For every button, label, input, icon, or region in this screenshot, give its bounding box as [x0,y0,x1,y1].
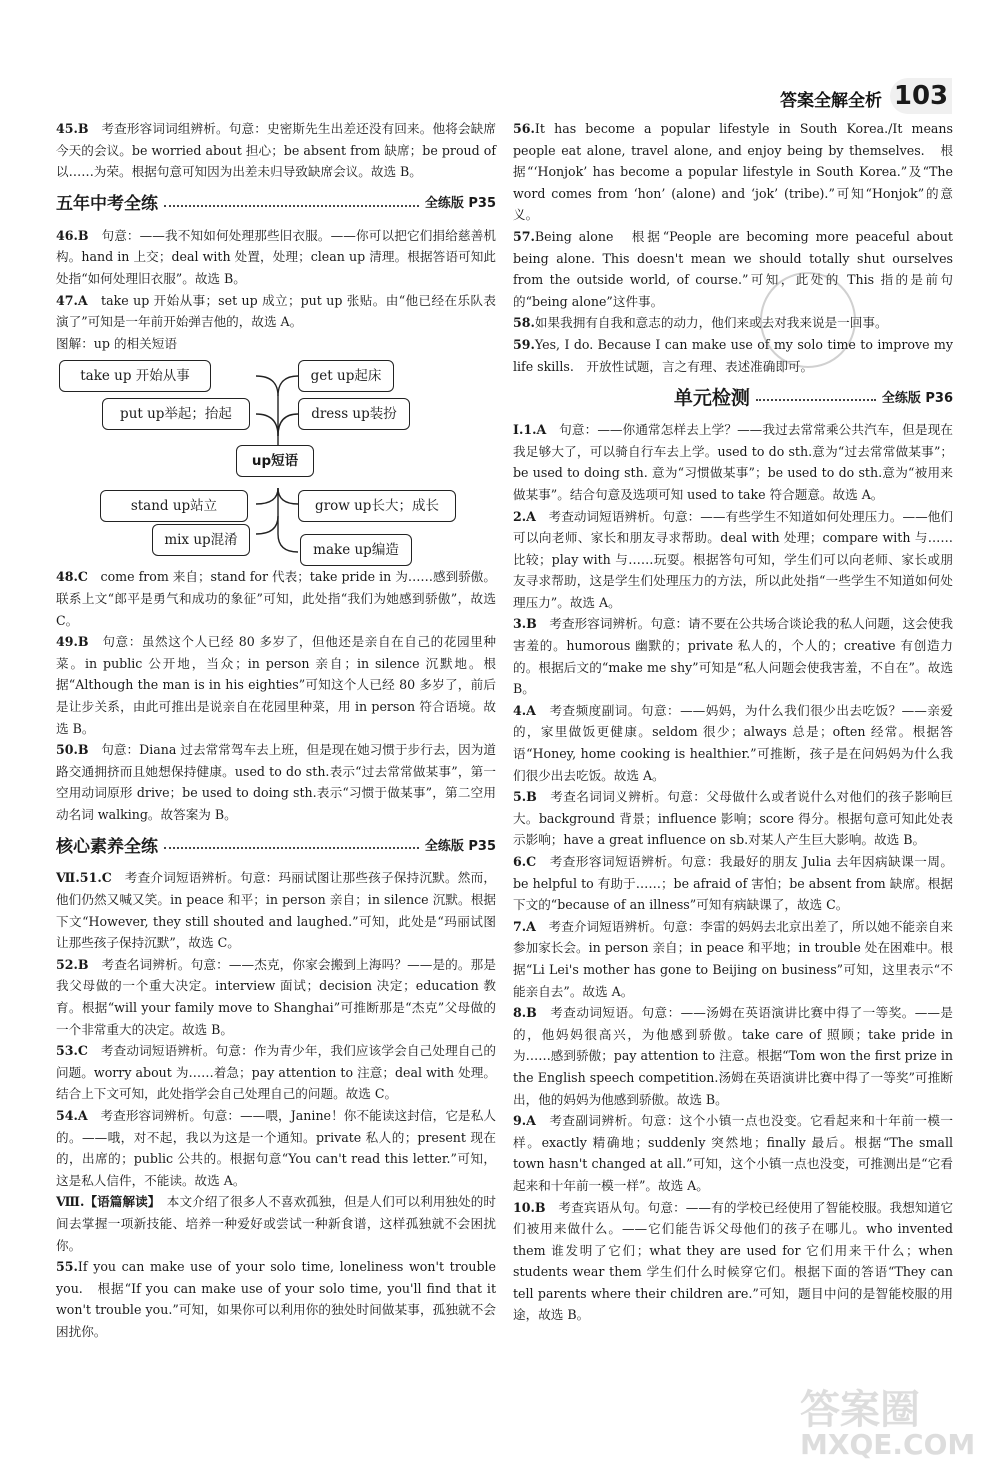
answer-r6: 6.C 考查形容词短语辨析。句意：我最好的朋友 Julia 去年因病缺课一周。be helpful to 有助于……；be afraid of 害怕；be absent from 缺席。根据下文的“because of an illness”可知有病缺课了，故选 C。 [513,854,953,913]
stand-up-box: stand up站立 [100,490,248,522]
diagram-caption: 图解：up 的相关短语 [56,335,177,351]
put-up-box: put up举起；抬起 [102,398,250,430]
dotted-leader [756,399,876,401]
page-header [560,78,952,114]
section-tag: 全练版 P35 [424,838,496,854]
section-title: 五年中考全练 [56,194,158,215]
answer-59: 59.Yes, I do. Because I can make use of my solo time to improve my life skills. 开放性试题，言之有理、表述准确即可。 [513,336,953,374]
answer-46: 46.B 句意：——我不知如何处理那些旧衣服。——你可以把它们捐给慈善机构。hand in 上交；deal with 处置，处理；clean up 清理。根据答语可知此处指“如何处理旧衣服”。故选 B。 [56,227,496,286]
dress-up-box: dress up装扮 [298,398,410,430]
up-phrase-center-box: up短语 [236,445,314,477]
watermark-logo: 答案圈 [800,1387,920,1433]
section-header-unit-test [513,382,953,410]
answer-r7: 7.A 考查介词短语辨析。句意：李雷的妈妈去北京出差了，所以她不能亲自来参加家长会。in person 亲自；in peace 和平地；in trouble 处在困难中。根据“Li Lei's mother has gone to Beijing on business”可知，这里表示“不能亲自去”。故选 A。 [513,918,953,999]
answer-r4: 4.A 考查频度副词。句意：——妈妈，为什么我们很少出去吃饭？——亲爱的，家里做饭更健康。seldom 很少；always 总是；often 经常。根据答语“Honey, home cooking is healthier.”可推断，孩子是在问妈妈为什么我们很少出去吃饭。故选 A。 [513,702,953,783]
stamp-watermark [760,272,856,368]
answer-r8: 8.B 考查动词短语。句意：——汤姆在英语演讲比赛中得了一等奖。——是的，他妈妈很高兴，为他感到骄傲。take care of 照顾；take pride in 为……感到骄傲；pay attention to 注意。根据“Tom won the first prize in the English speech competition.汤姆在英语演讲比赛中得了一等奖”可推断出，他的妈妈为他感到骄傲。故选 B。 [513,1005,953,1107]
answer-55: 55.If you can make use of your solo time, loneliness won't trouble you. 根据“If you can make use of your solo time, you'll find that it won't trouble you.”可知，如果你可以利用你的独处时间做某事，孤独就不会困扰你。 [56,1259,496,1339]
make-up-box: make up编造 [300,534,412,566]
section-tag: 全练版 P35 [424,196,496,212]
answer-48: 48.C come from 来自；stand for 代表；take pride in 为……感到骄傲。联系上文“郎平是勇气和成功的象征”可知，此处指“我们为她感到骄傲”，故选 C。 [56,569,496,628]
answer-r5: 5.B 考查名词词义辨析。句意：父母做什么或者说什么对他们的孩子影响巨大。background 背景；influence 影响；score 得分。根据句意可知此处表示影响；have a great influence on sb.对某人产生巨大影响。故选 B。 [513,789,953,848]
answer-51: Ⅶ.51.C 考查介词短语辨析。句意：玛丽试图让那些孩子保持沉默。然而，他们仍然又喊又笑。in peace 和平；in person 亲自；in silence 沉默。根据下文“However, they still shouted and laughed.”可知，此处是“玛丽试图让那些孩子保持沉默”，故选 C。 [56,870,497,951]
take-up-box: take up 开始从事 [59,360,211,392]
section-tag: 全练版 P36 [881,390,953,406]
answer-57: 57.Being alone 根据“People are becoming more peaceful about being alone. This doesn't mean we should totally shut ourselves from the outside world, of course.”可知，此处的 This 指的是前句的“being alone”这件事。 [513,228,953,309]
answer-r9: 9.A 考查副词辨析。句意：这个小镇一点也没变。它看起来和十年前一模一样。exactly 精确地；suddenly 突然地；finally 最后。根据“The small town hasn't changed at all.”可知，这个小镇一点也没变，可推测出是“它看起来和十年前一模一样”。故选 A。 [513,1113,953,1193]
answer-r2: 2.A 考查动词短语辨析。句意：——有些学生不知道如何处理压力。——他们可以向老师、家长和朋友寻求帮助。deal with 处理；compare with 与……比较；play with 与……玩耍。根据答句可知，学生们可以向老师、家长或朋友寻求帮助，这是学生们处理压力的方法，所以此处指“一些学生不知道如何处理压力”。故选 A。 [513,508,953,610]
answer-45: 45.B 考查形容词词组辨析。句意：史密斯先生出差还没有回来。他将会缺席今天的会议。be worried about 担心；be absent from 缺席；be proud of 以……为荣。根据句意可知因为出差未归导致缺席会议。故选 B。 [56,121,496,180]
answer-56: 56.It has become a popular lifestyle in South Korea./It means people eat alone, travel alone, and enjoy being by themselves. 根据“‘Honjok’ has become a popular lifestyle in South Korea.”及“The word comes from ‘hon’ (alone) and ‘jok’ (tribe).”可知“Honjok”的意义。 [513,121,953,223]
answer-47: 47.A take up 开始从事；set up 成立；put up 张贴。由“他已经在乐队表演了”可知是一年前开始弹吉他的，故选 A。 [56,292,496,330]
right-column [513,118,953,1326]
grow-up-box: grow up长大；成长 [298,490,456,522]
page-number: 103 [890,78,952,114]
answer-r10: 10.B 考查宾语从句。句意：——有的学校已经使用了智能校服。我想知道它们被用来做什么。——它们能告诉父母他们的孩子在哪儿。who invented them 谁发明了它们；what they are used for 它们用来干什么；when students wear them 学生们什么时候穿它们。根据下面的答语“They can tell parents where their children are.”可知，题目中问的是智能校服的用途，故选 B。 [513,1199,953,1323]
answer-r1: Ⅰ.1.A 句意：——你通常怎样去上学？——我过去常常乘公共汽车，但是现在我足够大了，可以骑自行车去上学。used to do sth.意为“过去常常做某事”；be used to doing sth. 意为“习惯做某事”；be used to do sth.意为“被用来做某事”。结合句意及选项可知 used to take 符合题意。故选 A。 [513,422,954,502]
answer-50: 50.B 句意：Diana 过去常常驾车去上班，但是现在她习惯于步行去，因为道路交通拥挤而且她想保持健康。used to do sth.表示“过去常常做某事”，第一空用动词原形 drive；be used to doing sth.表示“习惯于做某事”，第二空用动名词 walking。故答案为 B。 [56,742,496,822]
header-title: 答案全解全析 [780,91,882,111]
up-phrase-diagram [56,356,496,562]
answer-49: 49.B 句意：虽然这个人已经 80 多岁了，但他还是亲自在自己的花园里种菜。in public 公开地，当众；in person 亲自；in silence 沉默地。根据“Although the man is in his eighties”可知这个人已经 80 多岁了，前后是让步关系，由此可推出是说亲自在花园里种菜，用 in person 符合语境。故选 B。 [56,634,496,736]
watermark-url: MXQE.COM [800,1428,976,1461]
passage-summary-8: Ⅷ.【语篇解读】 本文介绍了很多人不喜欢孤独，但是人们可以利用独处的时间去掌握一项新技能、培养一种爱好或尝试一种新食谱，这样孤独就不会困扰你。 [56,1194,496,1253]
mix-up-box: mix up混淆 [152,524,250,556]
answer-58: 58.如果我拥有自我和意志的动力，他们来或去对我来说是一回事。 [513,315,888,331]
dotted-leader [164,205,419,207]
dotted-leader [164,847,419,849]
answer-54: 54.A 考查形容词辨析。句意：——喂，Janine！你不能读这封信，它是私人的。——哦，对不起，我以为这是一个通知。private 私人的；present 现在的，出席的；public 公共的。根据句意“You can't read this letter.”可知，这是私人信件，不能读。故选 A。 [56,1108,496,1188]
answer-r3: 3.B 考查形容词辨析。句意：请不要在公共场合谈论我的私人问题，这会使我害羞的。humorous 幽默的；private 私人的，个人的；creative 有创造力的。根据后文的“make me shy”可知是“私人问题会使我害羞，不自在”。故选 B。 [513,616,953,697]
section-header-core [56,830,496,858]
section-title: 单元检测 [673,386,750,409]
get-up-box: get up起床 [298,360,394,392]
left-column [56,118,496,1343]
answer-53: 53.C 考查动词短语辨析。句意：作为青少年，我们应该学会自己处理自己的问题。worry about 为……着急；pay attention to 注意；deal with 处理。结合上下文可知，此处指学会自己处理自己的问题。故选 C。 [56,1043,496,1102]
answer-52: 52.B 考查名词辨析。句意：——杰克，你家会搬到上海吗？——是的。那是我父母做的一个重大决定。interview 面试；decision 决定；education 教育。根据“will your family move to Shanghai”可推断那是“杰克”父母做的一个非常重大的决定。故选 B。 [56,956,496,1037]
section-header-5yr [56,188,496,216]
section-title: 核心素养全练 [56,836,158,857]
